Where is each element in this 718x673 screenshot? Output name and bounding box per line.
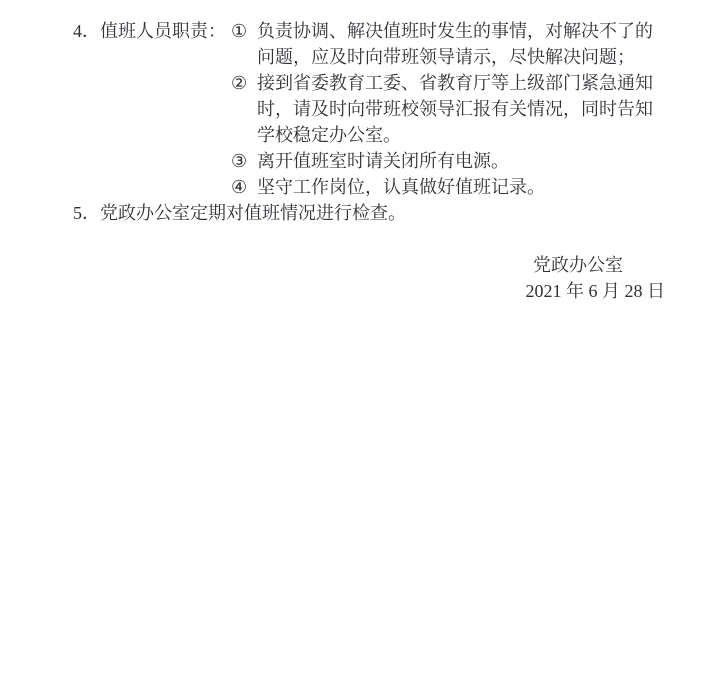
subitem-4-text: [257, 174, 545, 200]
subitem-line: 坚守工作岗位，认真做好值班记录。: [257, 177, 545, 197]
item-4-number: 4．: [73, 21, 100, 41]
duty-subitem-2: [231, 70, 653, 148]
list-item-5: [73, 200, 678, 226]
subitem-1-text: [257, 18, 653, 70]
subitem-line: 接到省委教育工委、省教育厅等上级部门紧急通知: [257, 73, 653, 93]
subitem-1-marker: ①: [231, 21, 248, 41]
duty-subitem-3: [231, 148, 653, 174]
subitem-2-marker: ②: [231, 73, 248, 93]
signer-name: 党政办公室: [533, 255, 623, 275]
item-4-label: 值班人员职责：: [100, 21, 226, 41]
blank-line: [0, 226, 718, 252]
list-item-4: [73, 18, 678, 200]
subitem-line: 学校稳定办公室。: [257, 125, 401, 145]
subitem-4-marker: ④: [231, 177, 248, 197]
subitem-2-text: [257, 70, 653, 148]
subitem-3-text: [257, 148, 509, 174]
signature-block: [0, 226, 718, 304]
document-content: [0, 0, 718, 226]
duty-subitem-1: [231, 18, 653, 70]
duty-subitem-list: [231, 18, 653, 200]
subitem-3-marker: ③: [231, 151, 248, 171]
subitem-line: 问题，应及时向带班领导请示，尽快解决问题；: [257, 47, 635, 67]
subitem-line: 时，请及时向带班校领导汇报有关情况，同时告知: [257, 99, 653, 119]
subitem-line: 负责协调、解决值班时发生的事情，对解决不了的: [257, 21, 653, 41]
item-5-number: 5．: [73, 203, 100, 223]
subitem-line: 离开值班室时请关闭所有电源。: [257, 151, 509, 171]
duty-subitem-4: [231, 174, 653, 200]
signature-date: 2021 年 6 月 28 日: [525, 281, 665, 301]
item-5-label: 党政办公室定期对值班情况进行检查。: [100, 203, 406, 223]
